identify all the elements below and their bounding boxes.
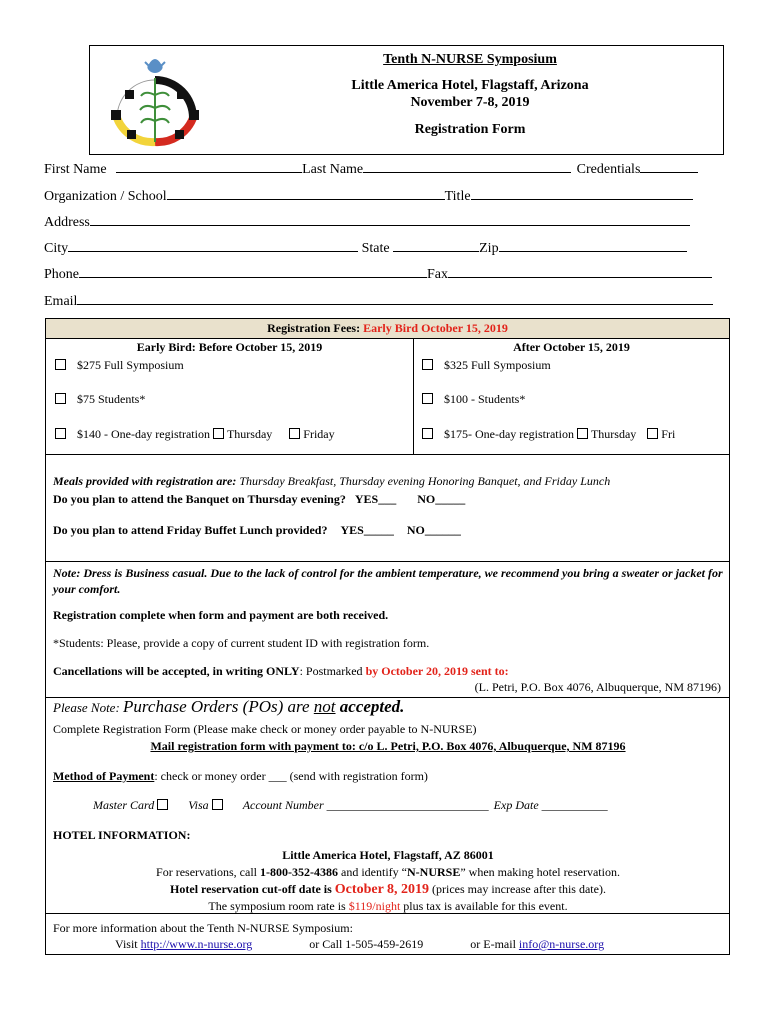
email-link[interactable]: info@n-nurse.org — [518, 937, 605, 951]
city-label: City — [44, 241, 69, 256]
visa-label: Visa — [188, 798, 209, 812]
early-oneday-checkbox[interactable] — [55, 428, 66, 439]
early-thursday-checkbox[interactable] — [213, 428, 224, 439]
venue: Little America Hotel, Flagstaff, Arizona — [351, 78, 589, 93]
zip-field[interactable] — [499, 239, 687, 252]
fax-field[interactable] — [448, 265, 712, 278]
city-field[interactable] — [68, 239, 358, 252]
hotel-reservation-note: For reservations, call 1-800-352-4386 and identify “N-NURSE” when making hotel reservation. — [156, 865, 620, 879]
email-row — [44, 292, 713, 310]
address-row — [44, 213, 713, 239]
method-label: Method of Payment — [53, 769, 155, 783]
state-label: State — [361, 241, 390, 256]
early-students-label: $75 Students* — [77, 392, 146, 406]
early-bird-deadline: Early Bird October 15, 2019 — [363, 321, 508, 335]
mastercard-checkbox[interactable] — [157, 799, 168, 810]
email-field[interactable] — [77, 292, 713, 305]
org-row — [44, 187, 713, 213]
early-oneday-label: $140 - One-day registration — [77, 427, 210, 441]
meals-text: Thursday Breakfast, Thursday evening Honoring Banquet, and Friday Lunch — [236, 474, 611, 488]
title-label: Title — [444, 189, 471, 204]
late-thursday-checkbox[interactable] — [577, 428, 588, 439]
hotel-cutoff-note: Hotel reservation cut-off date is October 8, 2019 (prices may increase after this date). — [170, 882, 606, 897]
state-field[interactable] — [393, 239, 479, 252]
late-students-checkbox[interactable] — [422, 393, 433, 404]
name-row — [44, 160, 713, 187]
lunch-question: Do you plan to attend Friday Buffet Lunch provided? — [53, 523, 328, 537]
early-students-checkbox[interactable] — [55, 393, 66, 404]
first-name-field[interactable] — [116, 160, 302, 173]
mail-address-note: Mail registration form with payment to: c/o L. Petri, P.O. Box 4076, Albuquerque, NM 87196 — [150, 739, 626, 753]
late-students-label: $100 - Students* — [444, 392, 526, 406]
fees-divider — [413, 338, 414, 455]
visa-checkbox[interactable] — [212, 799, 223, 810]
early-friday-checkbox[interactable] — [289, 428, 300, 439]
card-row — [93, 797, 723, 813]
late-full-checkbox[interactable] — [422, 359, 433, 370]
fax-label: Fax — [427, 267, 448, 282]
fees-heading: Registration Fees: Early Bird October 15, 2019 — [46, 319, 729, 339]
early-bird-heading: Early Bird: Before October 15, 2019 — [136, 340, 323, 354]
payment-method-row: Method of Payment: check or money order ___ (send with registration form) — [53, 769, 428, 783]
address-label: Address — [44, 215, 90, 230]
mastercard-label: Master Card — [93, 798, 155, 812]
late-oneday-checkbox[interactable] — [422, 428, 433, 439]
account-number-label[interactable]: Account Number ___________________________ — [242, 798, 489, 812]
website-link[interactable]: http://www.n-nurse.org — [140, 937, 253, 951]
late-heading: After October 15, 2019 — [513, 340, 630, 354]
students-note: *Students: Please, provide a copy of current student ID with registration form. — [53, 636, 430, 650]
complete-form-note: Complete Registration Form (Please make check or money order payable to N-NURSE) — [53, 722, 477, 736]
symposium-title: Tenth N-NURSE Symposium — [383, 52, 557, 67]
dress-note: Note: Dress is Business casual. Due to the lack of control for the ambient temperature, we recommend you bring a sweater or jacket for your comfort. — [53, 566, 723, 596]
hotel-name: Little America Hotel, Flagstaff, AZ 86001 — [282, 848, 494, 862]
late-thursday-label: Thursday — [590, 427, 637, 441]
late-fri-checkbox[interactable] — [647, 428, 658, 439]
lunch-yes[interactable]: YES_____ — [340, 523, 394, 537]
early-full-label: $275 Full Symposium — [77, 358, 184, 372]
credentials-field[interactable] — [640, 160, 698, 173]
phone-row — [44, 265, 713, 292]
hotel-heading: HOTEL INFORMATION: — [53, 828, 191, 842]
symposium-logo — [105, 50, 205, 150]
hotel-rate-note: The symposium room rate is $119/night plus tax is available for this event. — [208, 899, 568, 913]
late-oneday-label: $175- One-day registration — [444, 427, 574, 441]
email-label: Email — [44, 294, 78, 309]
first-name-label: First Name — [44, 162, 107, 177]
phone-field[interactable] — [79, 265, 427, 278]
late-full-label: $325 Full Symposium — [444, 358, 551, 372]
call-text: or Call 1-505-459-2619 — [309, 937, 424, 951]
form-name: Registration Form — [414, 122, 526, 137]
early-thursday-label: Thursday — [226, 427, 273, 441]
exp-date-label[interactable]: Exp Date ___________ — [493, 798, 608, 812]
organization-field[interactable] — [167, 187, 445, 200]
zip-label: Zip — [479, 241, 499, 256]
event-dates: November 7-8, 2019 — [410, 95, 530, 110]
banquet-question: Do you plan to attend the Banquet on Thursday evening? — [53, 492, 346, 506]
phone-label: Phone — [44, 267, 79, 282]
late-fri-label: Fri — [661, 427, 676, 441]
banquet-no[interactable]: NO_____ — [417, 492, 466, 506]
last-name-label: Last Name — [302, 162, 364, 177]
registration-complete-note: Registration complete when form and payment are both received. — [53, 608, 389, 622]
more-info-text: For more information about the Tenth N-NURSE Symposium: — [53, 921, 353, 935]
cancellation-address: (L. Petri, P.O. Box 4076, Albuquerque, NM 87196) — [474, 680, 721, 694]
address-field[interactable] — [90, 213, 690, 226]
title-field[interactable] — [471, 187, 693, 200]
meals-label: Meals provided with registration are: — [53, 474, 237, 488]
early-full-checkbox[interactable] — [55, 359, 66, 370]
city-row — [44, 239, 713, 265]
visit-label: Visit — [115, 937, 141, 951]
organization-label: Organization / School — [44, 189, 167, 204]
po-note: Please Note: Purchase Orders (POs) are not accepted. — [53, 697, 405, 716]
lunch-no[interactable]: NO______ — [406, 523, 461, 537]
banquet-yes[interactable]: YES___ — [354, 492, 397, 506]
early-friday-label: Friday — [303, 427, 335, 441]
last-name-field[interactable] — [363, 160, 571, 173]
email-prefix: or E-mail — [470, 937, 519, 951]
credentials-label: Credentials — [576, 162, 641, 177]
cancellation-note: Cancellations will be accepted, in writing ONLY: Postmarked by October 20, 2019 sent to: — [53, 664, 509, 678]
